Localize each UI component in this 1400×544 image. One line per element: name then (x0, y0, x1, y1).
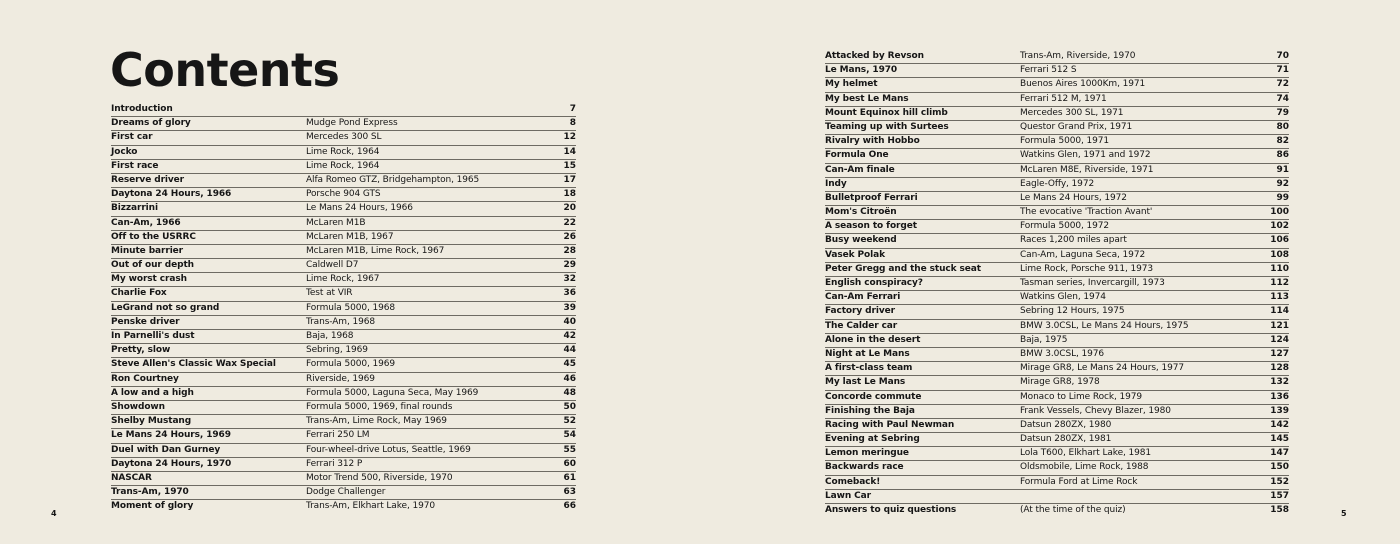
toc-entry (825, 64, 1289, 78)
entry-title: Racing with Paul Newman (825, 419, 955, 430)
toc-entry (111, 188, 576, 202)
toc-entry (111, 231, 576, 245)
entry-title: Bizzarrini (111, 203, 158, 214)
entry-page-number: 45 (563, 359, 576, 370)
entry-page-number: 102 (1270, 221, 1289, 232)
entry-subtitle: Lola T600, Elkhart Lake, 1981 (1020, 448, 1152, 459)
toc-entry (825, 93, 1289, 107)
entry-subtitle: Four-wheel-drive Lotus, Seattle, 1969 (306, 444, 471, 455)
toc-entry (111, 373, 576, 387)
toc-entry (111, 387, 576, 401)
page-title: Contents (110, 43, 340, 97)
entry-subtitle: Datsun 280ZX, 1981 (1020, 434, 1112, 445)
entry-subtitle: Can-Am, Laguna Seca, 1972 (1020, 249, 1146, 260)
entry-page-number: 36 (563, 288, 576, 299)
entry-title: Teaming up with Surtees (825, 121, 949, 132)
entry-page-number: 106 (1270, 235, 1289, 246)
entry-page-number: 29 (563, 260, 576, 271)
toc-entry (111, 174, 576, 188)
entry-subtitle: Ferrari 312 P (306, 458, 363, 469)
entry-title: Comeback! (825, 476, 881, 487)
entry-page-number: 142 (1270, 419, 1289, 430)
entry-subtitle: Frank Vessels, Chevy Blazer, 1980 (1020, 405, 1171, 416)
entry-title: Formula One (825, 150, 889, 161)
entry-page-number: 48 (563, 387, 576, 398)
entry-title: My best Le Mans (825, 93, 909, 104)
entry-page-number: 150 (1270, 462, 1289, 473)
entry-subtitle: Alfa Romeo GTZ, Bridgehampton, 1965 (306, 174, 480, 185)
entry-subtitle: Riverside, 1969 (306, 373, 375, 384)
entry-title: Moment of glory (111, 501, 194, 512)
entry-page-number: 100 (1270, 207, 1289, 218)
entry-title: Off to the USRRC (111, 231, 196, 242)
entry-title: The Calder car (825, 320, 898, 331)
toc-entry (825, 234, 1289, 248)
toc-entry (825, 391, 1289, 405)
toc-entry (825, 50, 1289, 64)
entry-title: Can-Am, 1966 (111, 217, 181, 228)
entry-title: Daytona 24 Hours, 1966 (111, 189, 232, 200)
entry-page-number: 71 (1276, 65, 1289, 76)
entry-title: Jocko (111, 146, 138, 157)
entry-page-number: 112 (1270, 278, 1289, 288)
entry-title: Minute barrier (111, 245, 184, 256)
entry-subtitle: BMW 3.0CSL, 1976 (1020, 348, 1105, 359)
entry-page-number: 136 (1270, 391, 1289, 402)
entry-page-number: 66 (563, 501, 576, 512)
entry-subtitle: Oldsmobile, Lime Rock, 1988 (1020, 462, 1149, 473)
toc-entry (825, 476, 1289, 490)
entry-subtitle: Dodge Challenger (306, 487, 386, 498)
entry-subtitle: Trans-Am, 1968 (306, 316, 375, 327)
entry-subtitle: Formula Ford at Lime Rock (1020, 476, 1138, 487)
entry-subtitle: McLaren M8E, Riverside, 1971 (1020, 164, 1154, 175)
entry-subtitle: Mercedes 300 SL, 1971 (1020, 107, 1124, 118)
toc-entry (111, 217, 576, 231)
toc-entry (111, 401, 576, 415)
entry-title: First car (111, 132, 153, 143)
entry-page-number: 60 (563, 458, 576, 469)
toc-entry (825, 504, 1289, 517)
entry-subtitle: Le Mans 24 Hours, 1972 (1020, 192, 1127, 203)
entry-title: Factory driver (825, 306, 895, 317)
toc-entry (111, 202, 576, 216)
entry-subtitle: Mirage GR8, Le Mans 24 Hours, 1977 (1020, 363, 1184, 374)
entry-title: Pretty, slow (111, 345, 171, 356)
entry-subtitle: BMW 3.0CSL, Le Mans 24 Hours, 1975 (1020, 320, 1189, 331)
entry-page-number: 52 (563, 416, 576, 427)
entry-page-number: 39 (563, 302, 576, 313)
entry-title: A low and a high (111, 387, 194, 398)
entry-title: My last Le Mans (825, 377, 906, 388)
toc-entry (825, 419, 1289, 433)
entry-subtitle: Formula 5000, 1969 (306, 359, 395, 370)
entry-subtitle: Lime Rock, 1964 (306, 160, 380, 171)
toc-entry (111, 316, 576, 330)
entry-page-number: 158 (1270, 505, 1289, 515)
entry-title: Indy (825, 178, 847, 189)
entry-title: Showdown (111, 401, 165, 412)
entry-title: Dreams of glory (111, 118, 191, 129)
entry-subtitle: Trans-Am, Riverside, 1970 (1020, 51, 1136, 61)
toc-entry (111, 273, 576, 287)
toc-entry (825, 220, 1289, 234)
toc-entry (825, 135, 1289, 149)
entry-title: Answers to quiz questions (825, 505, 957, 515)
entry-title: Daytona 24 Hours, 1970 (111, 458, 232, 469)
entry-subtitle: Porsche 904 GTS (306, 189, 381, 200)
entry-title: Night at Le Mans (825, 348, 910, 359)
toc-entry (111, 245, 576, 259)
page-number-left: 4 (51, 509, 57, 518)
entry-subtitle: Mudge Pond Express (306, 118, 398, 129)
entry-page-number: 28 (563, 245, 576, 256)
entry-subtitle: Eagle-Offy, 1972 (1020, 178, 1095, 189)
toc-entry (825, 291, 1289, 305)
entry-page-number: 145 (1270, 434, 1289, 445)
toc-entry (825, 206, 1289, 220)
entry-page-number: 121 (1270, 320, 1289, 331)
entry-page-number: 152 (1270, 476, 1289, 487)
entry-subtitle: Motor Trend 500, Riverside, 1970 (306, 472, 453, 483)
entry-title: Vasek Polak (825, 249, 885, 260)
toc-entry (111, 160, 576, 174)
entry-subtitle: Formula 5000, 1969, final rounds (306, 401, 453, 412)
contents-list-left (111, 103, 576, 513)
entry-page-number: 14 (563, 146, 576, 157)
entry-page-number: 18 (563, 189, 576, 200)
entry-page-number: 80 (1276, 121, 1289, 132)
entry-subtitle: Ferrari 512 M, 1971 (1020, 93, 1107, 104)
entry-page-number: 74 (1276, 93, 1289, 104)
toc-entry (825, 405, 1289, 419)
entry-page-number: 7 (569, 104, 576, 114)
entry-page-number: 139 (1270, 405, 1289, 416)
entry-title: Lemon meringue (825, 448, 909, 459)
entry-title: Charlie Fox (111, 288, 167, 299)
entry-title: Bulletproof Ferrari (825, 192, 918, 203)
entry-subtitle: Formula 5000, 1972 (1020, 221, 1109, 232)
entry-page-number: 124 (1270, 334, 1289, 345)
entry-page-number: 8 (569, 118, 576, 129)
page-number-right: 5 (1341, 509, 1347, 518)
entry-subtitle: Baja, 1975 (1020, 334, 1068, 345)
toc-entry (825, 107, 1289, 121)
entry-page-number: 26 (563, 231, 576, 242)
entry-page-number: 15 (563, 160, 576, 171)
entry-page-number: 82 (1276, 136, 1289, 147)
entry-title: First race (111, 160, 159, 171)
entry-subtitle: Watkins Glen, 1974 (1020, 292, 1106, 303)
entry-page-number: 128 (1270, 363, 1289, 374)
toc-entry (111, 131, 576, 145)
toc-entry (825, 164, 1289, 178)
entry-subtitle: Ferrari 250 LM (306, 430, 370, 441)
entry-subtitle: Sebring, 1969 (306, 345, 368, 356)
entry-page-number: 50 (563, 401, 576, 412)
entry-title: Mom's Citroën (825, 207, 897, 218)
toc-entry (825, 121, 1289, 135)
entry-title: Penske driver (111, 316, 180, 327)
toc-entry (111, 330, 576, 344)
toc-entry (825, 461, 1289, 475)
entry-subtitle: Lime Rock, 1967 (306, 274, 380, 285)
toc-entry (111, 415, 576, 429)
entry-subtitle: Mercedes 300 SL (306, 132, 382, 143)
entry-title: Can-Am finale (825, 164, 895, 175)
toc-entry (825, 192, 1289, 206)
entry-title: Rivalry with Hobbo (825, 136, 920, 147)
entry-subtitle: Questor Grand Prix, 1971 (1020, 121, 1133, 132)
entry-title: My helmet (825, 79, 878, 90)
entry-subtitle: Caldwell D7 (306, 260, 359, 271)
entry-title: Le Mans, 1970 (825, 65, 898, 76)
entry-page-number: 91 (1276, 164, 1289, 175)
entry-title: Mount Equinox hill climb (825, 107, 948, 118)
entry-title: Concorde commute (825, 391, 922, 402)
right-page (700, 0, 1400, 544)
toc-entry (825, 320, 1289, 334)
toc-entry (111, 472, 576, 486)
entry-title: Finishing the Baja (825, 405, 915, 416)
toc-entry (825, 334, 1289, 348)
entry-subtitle: Formula 5000, 1968 (306, 302, 395, 313)
entry-title: A first-class team (825, 363, 913, 374)
entry-page-number: 108 (1270, 249, 1289, 260)
entry-subtitle: Trans-Am, Elkhart Lake, 1970 (306, 501, 435, 512)
entry-page-number: 63 (563, 487, 576, 498)
entry-page-number: 147 (1270, 448, 1289, 459)
toc-entry (825, 433, 1289, 447)
entry-page-number: 46 (563, 373, 576, 384)
entry-title: Busy weekend (825, 235, 897, 246)
entry-title: NASCAR (111, 472, 152, 483)
entry-page-number: 40 (563, 316, 576, 327)
entry-page-number: 86 (1276, 150, 1289, 161)
toc-entry (825, 376, 1289, 390)
entry-title: LeGrand not so grand (111, 302, 220, 313)
entry-page-number: 54 (563, 430, 576, 441)
entry-subtitle: Formula 5000, 1971 (1020, 136, 1109, 147)
entry-page-number: 157 (1270, 490, 1289, 501)
entry-page-number: 22 (563, 217, 576, 228)
entry-page-number: 113 (1270, 292, 1289, 303)
entry-title: Lawn Car (825, 490, 871, 501)
toc-entry (111, 259, 576, 273)
entry-title: Duel with Dan Gurney (111, 444, 221, 455)
entry-subtitle: Buenos Aires 1000Km, 1971 (1020, 79, 1146, 90)
entry-title: Shelby Mustang (111, 416, 192, 427)
entry-title: Can-Am Ferrari (825, 292, 901, 303)
entry-subtitle: Watkins Glen, 1971 and 1972 (1020, 150, 1151, 161)
entry-title: Ron Courtney (111, 373, 179, 384)
toc-entry (111, 486, 576, 500)
entry-subtitle: (At the time of the quiz) (1020, 505, 1126, 515)
toc-entry (825, 149, 1289, 163)
entry-title: Le Mans 24 Hours, 1969 (111, 430, 231, 441)
entry-title: Trans-Am, 1970 (111, 487, 189, 498)
entry-subtitle: Lime Rock, 1964 (306, 146, 380, 157)
toc-entry (111, 458, 576, 472)
entry-title: My worst crash (111, 274, 187, 285)
toc-entry (111, 146, 576, 160)
entry-subtitle: Formula 5000, Laguna Seca, May 1969 (306, 387, 479, 398)
entry-subtitle: Sebring 12 Hours, 1975 (1020, 306, 1125, 317)
toc-entry (111, 429, 576, 443)
entry-page-number: 32 (563, 274, 576, 285)
entry-title: Peter Gregg and the stuck seat (825, 263, 981, 274)
toc-entry (111, 444, 576, 458)
entry-title: Steve Allen's Classic Wax Special (111, 359, 276, 370)
toc-entry (111, 117, 576, 131)
entry-subtitle: Le Mans 24 Hours, 1966 (306, 203, 413, 214)
toc-entry (825, 249, 1289, 263)
toc-entry (825, 277, 1289, 291)
entry-page-number: 70 (1276, 51, 1289, 61)
toc-entry (111, 344, 576, 358)
toc-entry (111, 302, 576, 316)
entry-subtitle: Datsun 280ZX, 1980 (1020, 419, 1112, 430)
entry-page-number: 61 (563, 472, 576, 483)
toc-entry (825, 490, 1289, 504)
entry-subtitle: McLaren M1B, Lime Rock, 1967 (306, 245, 445, 256)
entry-page-number: 99 (1276, 192, 1289, 203)
entry-page-number: 12 (563, 132, 576, 143)
entry-page-number: 110 (1270, 263, 1289, 274)
entry-title: Attacked by Revson (825, 51, 924, 61)
entry-subtitle: Monaco to Lime Rock, 1979 (1020, 391, 1143, 402)
entry-subtitle: Races 1,200 miles apart (1020, 235, 1127, 246)
toc-entry (825, 178, 1289, 192)
entry-title: English conspiracy? (825, 278, 923, 288)
toc-entry (111, 103, 576, 117)
entry-page-number: 72 (1276, 79, 1289, 90)
entry-title: Backwards race (825, 462, 904, 473)
toc-entry (111, 358, 576, 372)
entry-page-number: 55 (563, 444, 576, 455)
entry-page-number: 79 (1276, 107, 1289, 118)
toc-entry (825, 305, 1289, 319)
toc-entry (825, 78, 1289, 92)
entry-subtitle: Tasman series, Invercargill, 1973 (1020, 278, 1165, 288)
toc-entry (111, 500, 576, 513)
contents-list-right (825, 50, 1289, 517)
entry-page-number: 20 (563, 203, 576, 214)
toc-entry (825, 263, 1289, 277)
entry-page-number: 17 (563, 174, 576, 185)
toc-entry (825, 348, 1289, 362)
entry-title: Evening at Sebring (825, 434, 920, 445)
entry-subtitle: Trans-Am, Lime Rock, May 1969 (306, 416, 447, 427)
toc-entry (111, 287, 576, 301)
entry-subtitle: Mirage GR8, 1978 (1020, 377, 1100, 388)
entry-subtitle: Baja, 1968 (306, 331, 354, 341)
entry-subtitle: McLaren M1B (306, 217, 366, 228)
entry-subtitle: Ferrari 512 S (1020, 65, 1077, 76)
entry-subtitle: McLaren M1B, 1967 (306, 231, 394, 242)
entry-page-number: 42 (563, 331, 576, 341)
entry-subtitle: Test at VIR (306, 288, 353, 299)
entry-title: A season to forget (825, 221, 917, 232)
entry-page-number: 132 (1270, 377, 1289, 388)
toc-entry (825, 362, 1289, 376)
toc-entry (825, 447, 1289, 461)
entry-page-number: 92 (1276, 178, 1289, 189)
entry-title: Alone in the desert (825, 334, 921, 345)
entry-title: In Parnelli's dust (111, 331, 195, 341)
entry-title: Reserve driver (111, 174, 185, 185)
entry-page-number: 44 (563, 345, 576, 356)
entry-page-number: 114 (1270, 306, 1289, 317)
entry-subtitle: Lime Rock, Porsche 911, 1973 (1020, 263, 1153, 274)
entry-title: Out of our depth (111, 260, 194, 271)
entry-subtitle: The evocative 'Traction Avant' (1020, 207, 1153, 218)
entry-page-number: 127 (1270, 348, 1289, 359)
entry-title: Introduction (111, 104, 173, 114)
